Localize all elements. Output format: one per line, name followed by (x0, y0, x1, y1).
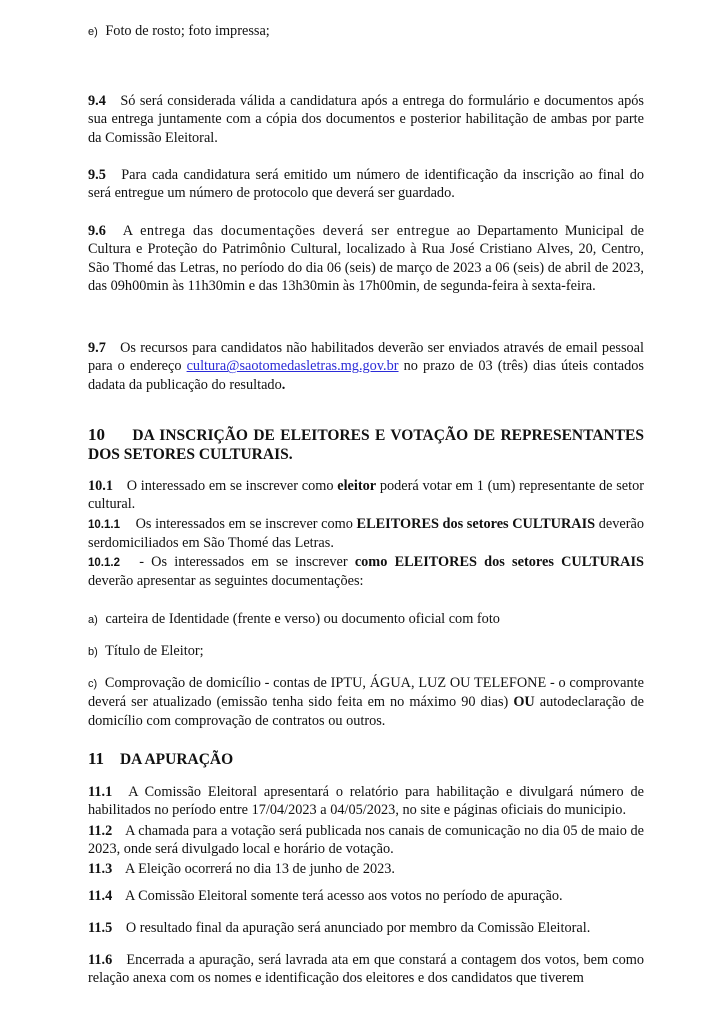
section-9-7: 9.7 Os recursos para candidatos não habilitados deverão ser enviados através de email pessoal para o endereço cultura@saotomedasletras.mg.gov.br no prazo de 03 (três) dias úteis contados dadata da publicação do resultado. (88, 340, 645, 393)
section-11-6: 11.6 Encerrada a apuração, será lavrada ata em que constará a contagem dos votos, bem como relação anexa com os nomes e identificação dos eleitores e dos candidatos que tiverem (88, 952, 645, 987)
section-number: 11.5 (88, 920, 113, 936)
heading-title: DA APURAÇÃO (119, 751, 234, 768)
section-number: 9.4 (88, 93, 106, 109)
section-9-5: 9.5 Para cada candidatura será emitido um número de identificação da inscrição ao final do será entregue um número de protocolo que deverá ser guardado. (88, 167, 644, 202)
item-label: c) (88, 678, 98, 690)
section-number: 11.3 (88, 861, 113, 877)
section-10-1-2: 10.1.2 - Os interessados em se inscrever como ELEITORES dos setores CULTURAIS deverão apresentar as seguintes documentações: (88, 554, 644, 590)
section-10-1: 10.1 O interessado em se inscrever como eleitor poderá votar em 1 (um) representante de setor cultural. (88, 478, 644, 513)
list-item-e: e) Foto de rosto; foto impressa; (88, 23, 270, 39)
section-number: 9.6 (88, 223, 106, 239)
section-number: 11.4 (88, 888, 113, 904)
section-number: 9.5 (88, 167, 106, 183)
email-link[interactable]: cultura@saotomedasletras.mg.gov.br (186, 358, 399, 375)
heading-title: DA INSCRIÇÃO DE ELEITORES E VOTAÇÃO DE REPRESENTANTES DOS SETORES CULTURAIS. (88, 427, 644, 463)
section-11-4: 11.4 A Comissão Eleitoral somente terá acesso aos votos no período de apuração. (88, 888, 563, 904)
heading-section-10 (88, 425, 644, 464)
section-number: 10.1.1 (88, 519, 120, 531)
section-number: 11.6 (88, 952, 113, 968)
heading-number: 11 (88, 749, 105, 768)
section-11-3: 11.3 A Eleição ocorrerá no dia 13 de junho de 2023. (88, 861, 395, 877)
list-item-b: b) Título de Eleitor; (88, 643, 204, 659)
item-label: e) (88, 26, 98, 38)
item-label: b) (88, 646, 98, 658)
heading-section-11 (88, 749, 644, 769)
section-11-5: 11.5 O resultado final da apuração será anunciado por membro da Comissão Eleitoral. (88, 920, 591, 936)
section-number: 10.1 (88, 478, 114, 494)
section-11-1: 11.1 A Comissão Eleitoral apresentará o relatório para habilitação e divulgará número de habilitados no período entre 17/04/2023 a 04/05/2023, no site e páginas oficiais do municipio. (88, 784, 644, 819)
section-number: 10.1.2 (88, 557, 120, 569)
list-item-c: c) Comprovação de domicílio - contas de IPTU, ÁGUA, LUZ OU TELEFONE - o comprovante deverá ser atualizado (emissão tenha sido feita em no máximo 90 dias) OU autodeclaração de domicílio com comprovação de contratos ou outros. (88, 675, 645, 729)
section-number: 11.2 (88, 823, 113, 839)
section-10-1-1: 10.1.1 Os interessados em se inscrever como ELEITORES dos setores CULTURAIS deverão serdomiciliados em São Thomé das Letras. (88, 516, 644, 552)
section-9-4: 9.4 Só será considerada válida a candidatura após a entrega do formulário e documentos após sua entrega juntamente com a cópia dos documentos e posterior habilitação de ambas por parte da Comissão Eleitoral. (88, 93, 644, 146)
section-9-6: 9.6 A entrega das documentações deverá ser entregue ao Departamento Municipal de Cultura e Proteção do Patrimônio Cultural, localizado à Rua José Cristiano Alves, 20, Centro, São Thomé das Letras, no período do dia 06 (seis) de março de 2023 a 06 (seis) de abril de 2023, das 09h00min às 11h30min e das 13h30min às 17h00min, de segunda-feira à sexta-feira. (88, 223, 644, 295)
list-item-a: a) carteira de Identidade (frente e verso) ou documento oficial com foto (88, 611, 500, 627)
section-number: 9.7 (88, 340, 106, 356)
item-label: a) (88, 614, 98, 626)
heading-number: 10 (88, 425, 105, 444)
section-11-2: 11.2 A chamada para a votação será publicada nos canais de comunicação no dia 05 de maio de 2023, onde será divulgado local e horário de votação. (88, 823, 644, 858)
section-number: 11.1 (88, 784, 113, 800)
